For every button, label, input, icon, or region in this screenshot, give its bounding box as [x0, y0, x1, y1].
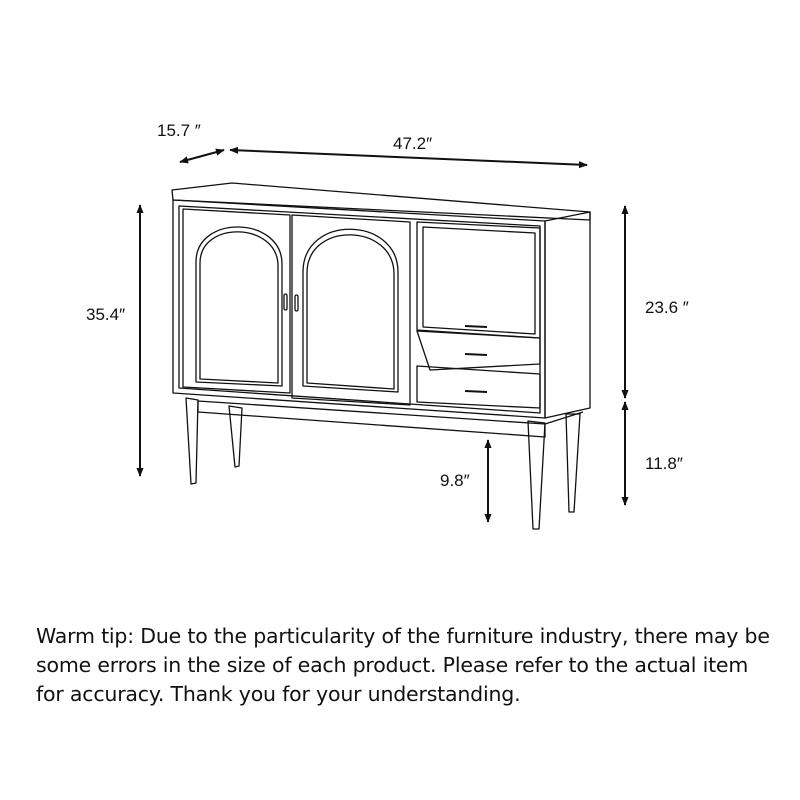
- drawer-1: [417, 331, 540, 370]
- sideboard-drawing: [172, 183, 590, 529]
- left-door-arch: [196, 227, 282, 386]
- top-surface: [172, 183, 590, 220]
- width-label: 47.2″: [393, 134, 433, 153]
- total-height-label: 35.4″: [86, 305, 126, 324]
- door-handle-left: [284, 294, 287, 310]
- depth-arrow: [180, 150, 224, 162]
- right-door: [292, 215, 410, 405]
- left-door-arch-inner: [200, 232, 278, 383]
- leg-height-label: 11.8″: [645, 454, 683, 473]
- floor-clearance-label: 9.8″: [440, 471, 470, 490]
- open-compartment-inner: [423, 227, 535, 334]
- depth-label: 15.7 ″: [157, 121, 201, 140]
- open-compartment: [417, 222, 540, 338]
- leg-front-left: [186, 398, 198, 484]
- cabinet-height-label: 23.6 ″: [645, 298, 689, 317]
- side-face: [545, 212, 590, 418]
- front-panel-inner: [179, 206, 540, 413]
- left-door: [183, 209, 290, 393]
- warm-tip-text: Warm tip: Due to the particularity of the furniture industry, there may be some errors in the size of each product. Please refer to the actual item for accuracy. Thank you for your understanding.: [36, 624, 770, 706]
- leg-back-right: [566, 414, 580, 512]
- right-door-arch-inner: [307, 235, 394, 389]
- door-handle-right: [295, 295, 298, 311]
- drawer-2: [417, 366, 540, 408]
- right-door-arch: [303, 229, 398, 392]
